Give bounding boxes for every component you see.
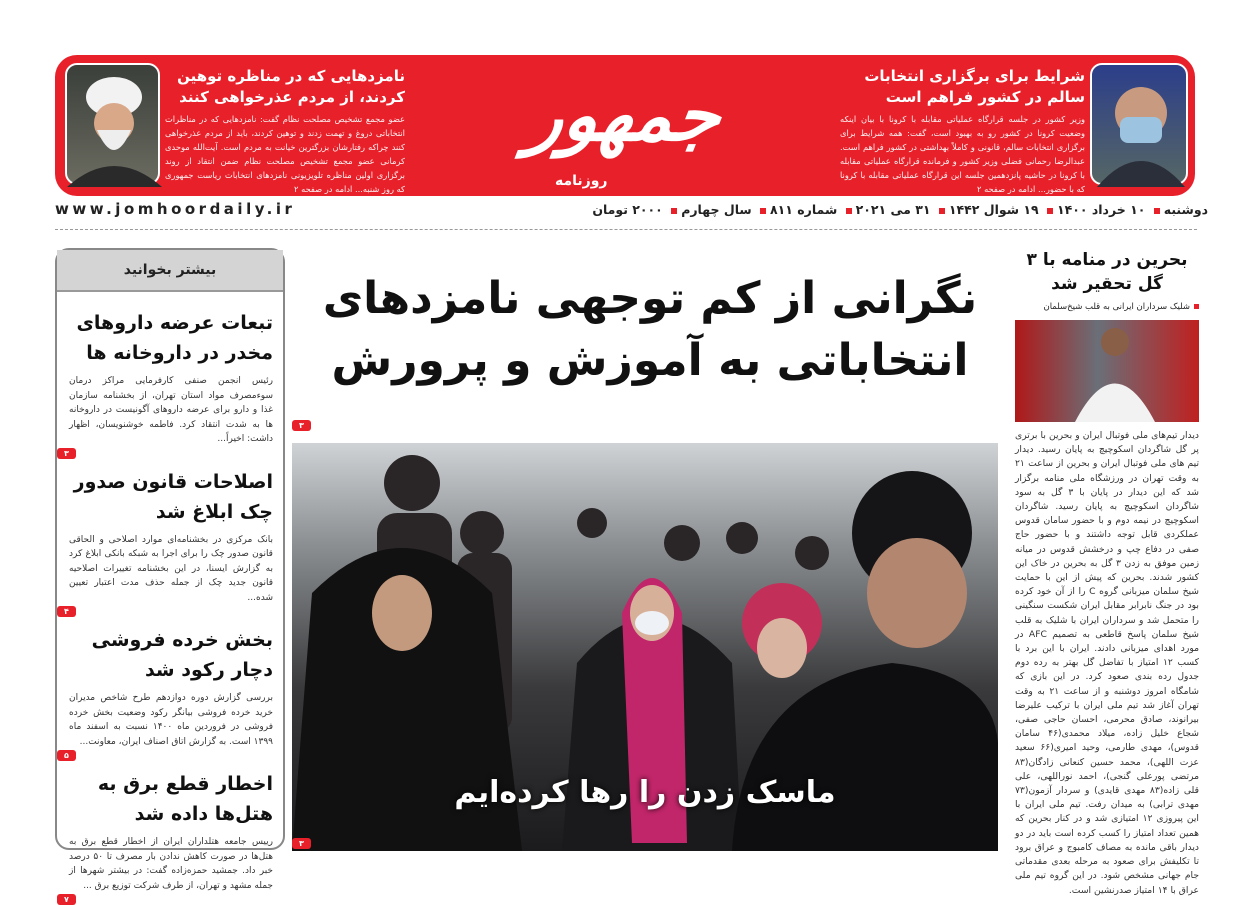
minister-photo [1090, 63, 1188, 185]
main-headline[interactable] [300, 268, 1000, 398]
page-badge[interactable]: ۴ [57, 606, 76, 617]
story-text: بانک مرکزی در بخشنامه‌ای موارد اصلاحی و الحاقی قانون صدور چک را برای اجرا به شبکه بانکی ابلاغ کرد به گزارش ایسنا، در این بخشنامه تغییرات اصلاحیه قانون جدید چک از جمله حذف مدت اعتبار تعیین شده... [69, 534, 273, 603]
player-photo [1015, 320, 1199, 422]
sidebar-story[interactable] [57, 467, 283, 616]
lunar-date: ۱۹ شوال ۱۴۴۲ [948, 202, 1039, 217]
portrait-image [1092, 65, 1190, 187]
story-title[interactable]: اصلاحات قانون صدور چک ابلاغ شد [73, 470, 273, 523]
player-image [1015, 320, 1199, 422]
story-text: عضو مجمع تشخیص مصلحت نظام گفت: نامزدهایی که در مناظرات انتخاباتی دروغ و تهمت زدند و توهین کردند، باید از مردم عذرخواهی کنند چراکه رفتارشان بزرگترین خیانت به مردم است. آیت‌الله موحدی کرمانی عضو مجمع تشخیص مصلحت نظام ضمن انتقاد از روند برگزاری اولین مناظره تلویزیونی نامزدهای انتخابات ریاست جمهوری که روز شنبه... ادامه در صفحه ۲ [165, 114, 405, 194]
price: ۲۰۰۰ تومان [592, 202, 663, 217]
story-subtitle [1015, 302, 1199, 312]
banner-story-right[interactable] [840, 66, 1085, 196]
story-text: بررسی گزارش دوره دوازدهم طرح شاخص مدیران خرید خرده فروشی بیانگر رکود وضعیت بخش خرده فروشی در فروردین ماه ۱۴۰۰ نسبت به اسفند ماه ۱۳۹۹ است. به گزارش اتاق اصناف ایران، معاونت... [69, 693, 273, 747]
banner-story-left[interactable] [165, 66, 405, 196]
sidebar-story[interactable] [57, 625, 283, 760]
story-title[interactable]: شرایط برای برگزاری انتخابات سالم در کشور فراهم است [864, 67, 1085, 106]
story-title[interactable]: تبعات عرضه داروهای مخدر در داروخانه ها [76, 312, 273, 364]
issue-number: شماره ۸۱۱ [770, 202, 838, 217]
sports-story[interactable] [1015, 248, 1199, 898]
website-url[interactable]: www.jomhoordaily.ir [55, 200, 296, 218]
story-title[interactable]: نامزدهایی که در مناظره توهین کردند، از مردم عذرخواهی کنند [177, 67, 405, 106]
headline-line[interactable]: نگرانی از کم توجهی نامزدهای [322, 273, 978, 324]
subtitle-text: شلیک سرداران ایرانی به قلب شیخ‌سلمان [1043, 302, 1190, 312]
story-title[interactable]: اخطار قطع برق به هتل‌ها داده شد [97, 773, 273, 825]
bullet-icon [1194, 304, 1199, 309]
logo-subtitle: روزنامه [555, 173, 608, 189]
story-text: وزیر کشور در جلسه قرارگاه عملیاتی مقابله با کرونا با بیان اینکه وضعیت کرونا در کشور رو به بهبود است، گفت: همه شرایط برای برگزاری انتخابات سالم، قانونی و کاملاً بهداشتی در کشور فراهم است. عبدالرضا رحمانی فضلی وزیر کشور و فرمانده قرارگاه عملیاتی مقابله با کرونا در حاشیه پانزدهمین جلسه این قرارگاه عملیاتی مقابله با کرونا که با حضور... ادامه در صفحه ۲ [840, 114, 1085, 194]
logo-title: جمهور [523, 72, 727, 157]
read-more-sidebar [55, 248, 285, 904]
volume-year: سال چهارم [681, 202, 752, 217]
story-text: رییس جامعه هتلداران ایران از اخطار قطع برق به هتل‌ها در صورت کاهش ندادن بار مصرف تا ۵۰ درصد خبر داد. جمشید حمزه‌زاده گفت: در بیشتر شهرها از جمله مشهد و تهران، از طرف شرکت توزیع برق ... [69, 837, 273, 891]
solar-date: ۱۰ خرداد ۱۴۰۰ [1056, 202, 1146, 217]
photo-caption: ماسک زدن را رها کرده‌ایم [454, 775, 836, 810]
sidebar-story[interactable] [57, 308, 283, 458]
story-text: رئیس انجمن صنفی کارفرمایی مراکز درمان سوء‌مصرف مواد استان تهران، از بخشنامه سازمان غذا و دارو برای عرضه داروهای آگونیست در داروخانه ها به شدت انتقاد کرد. فاطمه خوشنویسان، اظهار داشت: اخیراً... [69, 376, 273, 444]
page-badge[interactable]: ۳ [292, 420, 311, 431]
headline-line[interactable]: انتخاباتی به آموزش و پرورش [331, 335, 969, 386]
story-title[interactable]: بخش خرده فروشی دچار رکود شد [91, 629, 273, 681]
divider [55, 229, 1197, 230]
newspaper-logo [525, 55, 725, 195]
issue-info [592, 202, 1208, 217]
page-badge[interactable]: ۳ [57, 448, 76, 459]
page-badge[interactable]: ۷ [57, 894, 76, 905]
cleric-photo [65, 63, 160, 185]
portrait-image [67, 65, 162, 187]
story-title[interactable]: بحرین در منامه با ۳ گل تحقیر شد [1026, 250, 1188, 294]
page-badge[interactable]: ۵ [57, 750, 76, 761]
gregorian-date: ۳۱ می ۲۰۲۱ [855, 202, 931, 217]
weekday: دوشنبه [1163, 202, 1208, 217]
sidebar-story[interactable] [57, 769, 283, 904]
page-badge[interactable]: ۳ [292, 838, 311, 849]
story-text: دیدار تیم‌های ملی فوتبال ایران و بحرین با برتری پر گل شاگردان اسکوچیچ به پایان رسید. دیدار تیم های ملی فوتبال ایران و بحرین از ساعت ۲۱ به وقت تهران در ورزشگاه ملی منامه برگزار شد که این دیدار در پایان با ۳ گل به سود شاگردان اسکوچیچ به پایان رسید. شاگردان اسکوچیچ در نیمه دوم و با حضور سامان قدوس عملکردی قابل توجه داشتند و با حضور حاج صفی در دفاع چپ و درخشش قدوس در میانه زمین موفق به زدن ۳ گل به بحرین در خاک این کشور شدند. بحرین که پیش از این با حمایت شیخ سلمان میزبانی گروه C را از آن خود کرده بود در جنگ نابرابر مقابل ایران شکست سنگینی را متحمل شد و سرداران ایران با شلیک به قلب شیخ سلمان پاسخ قاطعی به تصمیم AFC در مورد اهدای میزبانی دادند. ایران با این برد با کسب ۱۲ امتیاز با تفاضل گل بهتر به رده دوم جدول رده بندی صعود کرد. در این بازی که شامگاه امروز دوشنبه و از ساعت ۲۱ به وقت تهران آغاز شد تیم ملی ایران با ترکیب علیرضا بیرانوند، صادق محرمی، احسان حاجی صفی، شجاع خلیل زاده، میلاد محمدی(۴۶ سامان قدوس)، مهدی طارمی، وحید امیری(۶۶ سعید عزت اللهی)، محمد حسین کنعانی زادگان(۸۳ مرتضی پورعلی گنجی)، احمد نوراللهی، علی قلی زاده(۸۳ مهدی قایدی) و سردار آزمون(۷۳ مهدی ترابی) به میدان رفت. تیم ملی ایران با این پیروزی ۱۲ امتیازی شد و در کنار بحرین که همین تعداد امتیاز را کسب کرده است باید در دو دیدار باقی مانده به مصاف کامبوج و عراق برود تا تکلیفش برای صعود به مرحله بعدی مقدماتی جام جهانی مشخص شود. در این گروه تیم ملی عراق با ۱۴ امتیاز صدرنشین است. [1015, 430, 1200, 896]
sidebar-heading: بیشتر بخوانید [57, 250, 283, 292]
